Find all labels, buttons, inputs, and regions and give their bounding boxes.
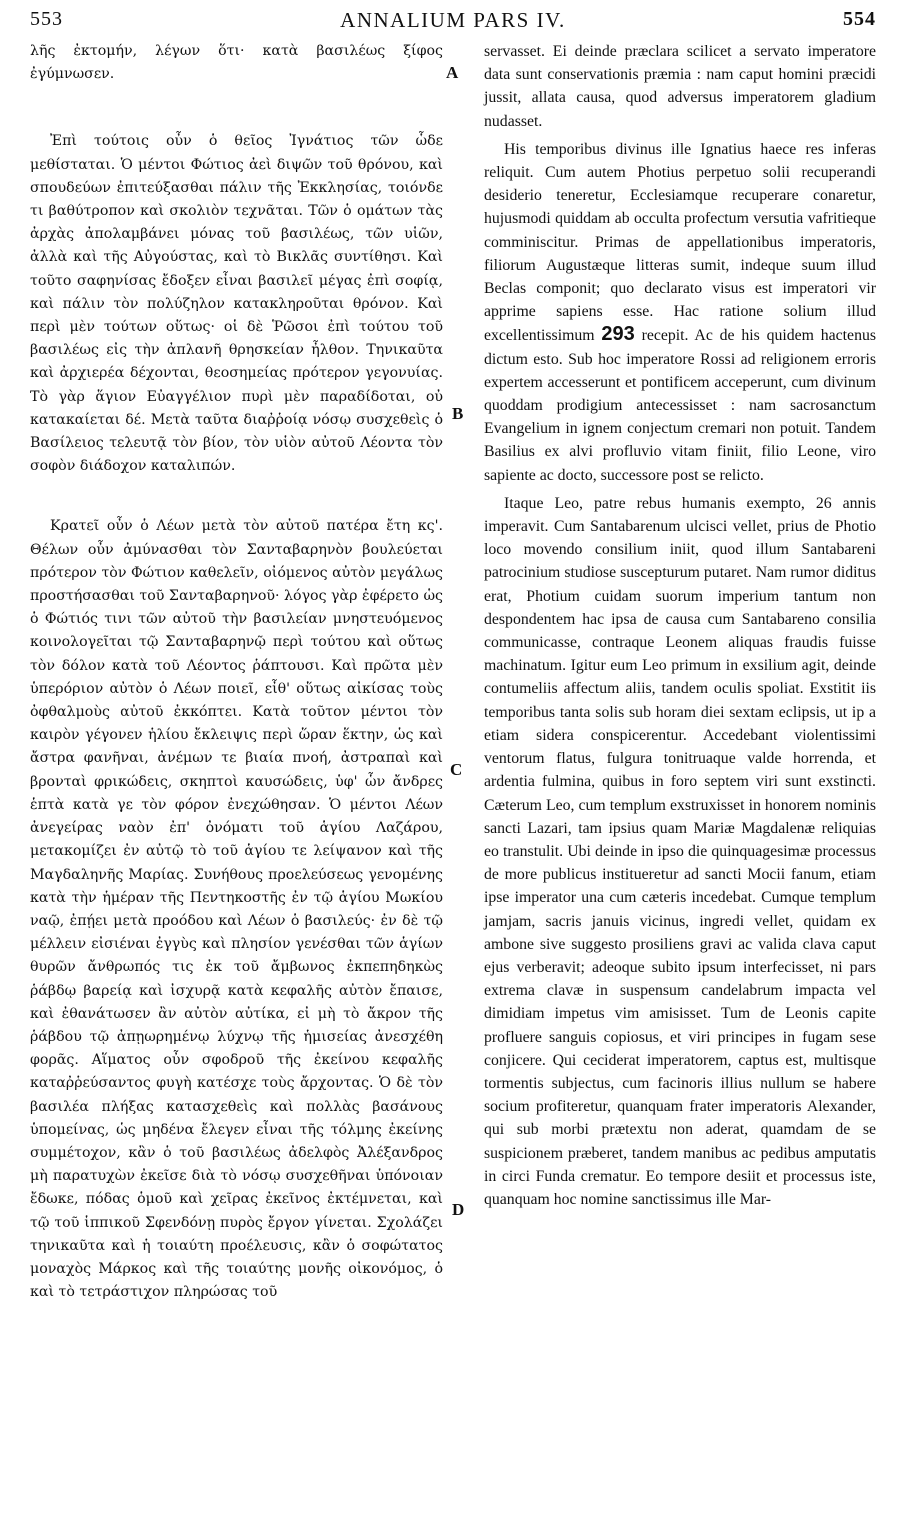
greek-paragraph-3: Κρατεῖ οὖν ὁ Λέων μετὰ τὸν αὐτοῦ πατέρα ἔτη κς'. Θέλων οὖν ἀμύνασθαι τὸν Σανταβαρηνὸν βουλεύεται πρότερον τὸν Φώτιον καθελεῖν, οἰόμενος αὐτὸν μεγάλως προστήσασθαι τοῦ Σανταβαρηνοῦ· λόγος γὰρ ἐφέρετο ὡς ὁ Φώτιός τινι τῶν αὐτοῦ τὴν βασιλείαν μνηστευόμενος κοινολογεῖται τῷ Σανταβαρηνῷ περὶ τούτου καὶ οὕτως τὸν δόλον κατὰ τοῦ Λέοντος ῥάπτουσι. Καὶ πρῶτα μὲν ὑπερόριον αὐτὸν ὁ Λέων ποιεῖ, εἶθ' οὕτως αἰκίσας τοὺς ὀφθαλμοὺς αὐτοῦ ἐκκόπτει. Κατὰ τοῦτον μέντοι τὸν καιρὸν γέγονεν ἡλίου ἔκλειψις περὶ ὥραν ἕκτην, ὡς καὶ ἄστρα φανῆναι, ἀνέμων τε βιαία πνοή, ἀστραπαὶ καὶ βρονταὶ φρικώδεις, σκηπτοὶ καυσώδεις, ὑφ' ὧν ἄνδρες ἑπτὰ κατὰ γε τὸν φόρον ἐνεχώθησαν. Ὁ μέντοι Λέων ἀνεγείρας ναὸν ἐπ' ὀνόματι τοῦ ἁγίου Λαζάρου, μετακομίζει ἐν αὐτῷ τὸ τοῦ ἁγίου τε λείψανον καὶ τῆς Μαγδαληνῆς Μαρίας. Συνήθους προελεύσεως γενομένης κατὰ τὴν ἡμέραν τῆς Πεντηκοστῆς ἐν τῷ ἁγίου Μωκίου ναῷ, ἐπῄει μετὰ προόδου καὶ Λέων ὁ βασιλεύς· ἐν δὲ τῷ μέλλειν εἰσιέναι ἐγγὺς καὶ πλησίον γενέσθαι τῶν ἁγίων θυρῶν ἄνθρωπός τις ἐκ τοῦ ἄμβωνος ἐκπεπηδηκὼς ῥάβδῳ βαρείᾳ καὶ ἰσχυρᾷ κατὰ κεφαλῆς αὐτὸν ἔπαισε, καὶ ἐθανάτωσεν ἂν αὐτὸν αὐτίκα, εἰ μὴ τὸ ἄκρον τῆς ῥάβδου τῷ ἀπῃωρημένῳ λύχνῳ τῆς ἡμισείας ἀνεσχέθη φορᾶς. Αἵματος οὖν σφοδροῦ τῆς ἐκείνου κεφαλῆς καταῤῥεύσαντος φυγὴ κατέσχε τοὺς ἄρχοντας. Ὁ δὲ τὸν βασιλέα πλήξας κατασχεθεὶς καὶ πολλὰς βασάνους ὑπομείνας, ὡς μηδένα ἔλεγεν εἶναι τῆς τόλμης ἐκείνης συμμέτοχον, κἂν ὁ τοῦ βασιλέως ἀδελφὸς Ἀλέξανδρος μὴ παρατυχὼν ἐκεῖσε διὰ τὸ νόσῳ συσχεθῆναι ὑπόνοιαν ἔδωκε, πόδας ὁμοῦ καὶ χεῖρας ἐκεῖνος ἐκτέμνεται, καὶ τῷ τοῦ ἱππικοῦ Σφενδόνῃ πυρὸς ἔργον γίνεται. Σχολάζει τηνικαῦτα καὶ ἡ τοιαύτη προέλευσις, κἂν ὁ σοφώτατος μοναχὸς Μάρκος καὶ τῆς τοιαύτης μονῆς οἰκονόμος, ὁ καὶ τὸ τετράστιχον πληρώσας τοῦ xyxy=(30,518,443,1301)
margin-letter-c: C xyxy=(450,760,463,779)
margin-letter-a: A xyxy=(446,63,459,82)
latin-paragraph-2-rest: recepit. Ac de his quidem hactenus dictum esto. Sub hoc imperatore Rossi ad religionem erroris expertem accesserunt et pontificem acceperunt, cum divinum quoddam prodigium antecessisset : nam sacrosanctum Evangelium in ignem conjectum cremari non potuit. Tandem Basilius ex alvi profluvio vitam finiit, filio Leone, viro sapiente ac docto, successore post se relicto. xyxy=(484,327,877,484)
right-page-number: 554 xyxy=(843,8,876,30)
page-header xyxy=(30,8,876,40)
running-title: ANNALIUM PARS IV. xyxy=(340,8,566,32)
latin-paragraph-2 xyxy=(484,138,876,487)
greek-paragraph-1: λῆς ἐκτομήν, λέγων ὅτι· κατὰ βασιλέως ξίφος ἐγύμνωσεν. xyxy=(30,43,443,83)
latin-paragraph-1: servasset. Ei deinde præclara scilicet a servato imperatore data sunt conservationis præmia : nam caput homini præcidi jussit, allata causa, quod adversus imperatorem gladium nudasset. xyxy=(484,43,876,130)
margin-letter-b: B xyxy=(452,404,464,423)
left-page-number: 553 xyxy=(30,8,63,30)
greek-column xyxy=(30,40,443,1304)
latin-paragraph-3: Itaque Leo, patre rebus humanis exempto, 26 annis imperavit. Cum Santabarenum ulcisci vellet, prius de Photio loco movendo consilium iniit, quod illum Santabareni patrocinium studiose suscepturum putaret. Nam rumor diditus erat, Photium cuidam suorum imperium tantum non despondentem hac ipsa de causa cum Santabareno consilia communicasse, contraque Leonem aliquas fraudis fuisse machinatum. Igitur eum Leo primum in exsilium agit, deinde contumeliis affectum aliis, tandem oculis spoliat. Exstitit iis temporibus tanta solis sub horam diei sextam eclipsis, ut ip a etiam sidera conspicerentur. Accedebant violentissimi ventorum flatus, fulgura tonitruaque valde horrenda, et ardentia fulmina, quibus in foro septem viri sunt exstincti. Cæterum Leo, cum templum exstruxisset in honorem nominis sancti Lazari, tam ipsius quam Mariæ Magdalenæ reliquias eo transtulit. Ubi deinde in ipso die quinquagesimæ processus de more publicus institueretur ad sancti Mocii fanum, etiam ipse imperator una cum cæteris incedebat. Cumque templum jamjam, sacris januis vicinus, ingredi vellet, quidam ex ambone sive suggesto prosiliens gravi ac valida clava caput ejus verberavit; adeoque subito ipsum interfecisset, ni pars extrema clavæ in suspensum candelabrum impacta vel dimidiam impetus vim amisisset. Tum de Leonis capite profluere sanguis copiosus, et viri principes in fugam sese conjicere. Qui ceciderat imperatorem, captus est, multisque tormentis subjectus, cum facinoris illius nullum se habere socium profiteretur, quanquam frater imperatoris Alexander, qui sub morbi prætextu non aderat, quamdam de se suspicionem præberet, tandem manibus ac pedibus amputatis in circi Funda crematur. Eo tempore desiit et processus iste, quanquam hoc nomine sanctissimus ille Mar- xyxy=(484,494,876,1208)
folio-number: 293 xyxy=(601,323,635,346)
greek-paragraph-2: Ἐπὶ τούτοις οὖν ὁ θεῖος Ἰγνάτιος τῶν ὧδε μεθίσταται. Ὁ μέντοι Φώτιος ἀεὶ διψῶν τοῦ θρόνου, καὶ σπουδεύων ἐπιτεύξασθαι πάλιν τῆς Ἐκκλησίας, τοιόνδε τι βαθύτροπον καὶ σκολιὸν τεχνᾶται. Τῶν ὁ ομάτων τὰς ἀρχὰς ἀπολαμβάνει μόνας τοῦ βασιλέως, τῶν υἱῶν, ἀλλὰ καὶ τῆς Αὐγούστας, καὶ τὸ Βικλᾶς συντίθησι. Καὶ τοῦτο σαφηνίσας ἔδοξεν εἶναι βασιλεῖ μέγας ἐπὶ σοφίᾳ, καὶ πάλιν τὸν πολύζηλον κατακληροῦται θρόνον. Καὶ περὶ μὲν τούτων οὕτως· οἱ δὲ Ῥῶσοι ἐπὶ τούτου τοῦ βασιλέως εἰς τὴν ἀπλανῆ θρησκείαν ἦλθον. Τηνικαῦτα καὶ ἀρχιερέα δέχονται, θεοσημείας πρότερον γεγονυίας. Τὸ γὰρ ἅγιον Εὐαγγέλιον πυρὶ μὲν παραδίδοται, οὐ κατακαίεται δέ. Μετὰ ταῦτα διαῤῥοίᾳ νόσῳ συσχεθεὶς ὁ Βασίλειος τελευτᾷ τὸν βίον, τὸν υἱὸν αὐτοῦ Λέοντα τὸν σοφὸν διάδοχον καταλιπών. xyxy=(30,133,443,475)
latin-paragraph-2-text: His temporibus divinus ille Ignatius haece res inferas reliquit. Cum autem Photius perpetuo solii recuperandi desiderio teneretur, Ecclesiamque recuperare conaretur, hujusmodi quiddam ab occulta profectum versutia vafritieque comminiscitur. Primas de appellationibus imperatoris, filiorum Augustæque litteras sumit, indeque suum illud Beclas componit; quo declarato visus est imperatori vir apprime sapiens esse. Hac ratione solium illud excellentissimum xyxy=(484,140,876,345)
margin-letter-d: D xyxy=(452,1200,465,1219)
latin-column xyxy=(484,40,876,1211)
